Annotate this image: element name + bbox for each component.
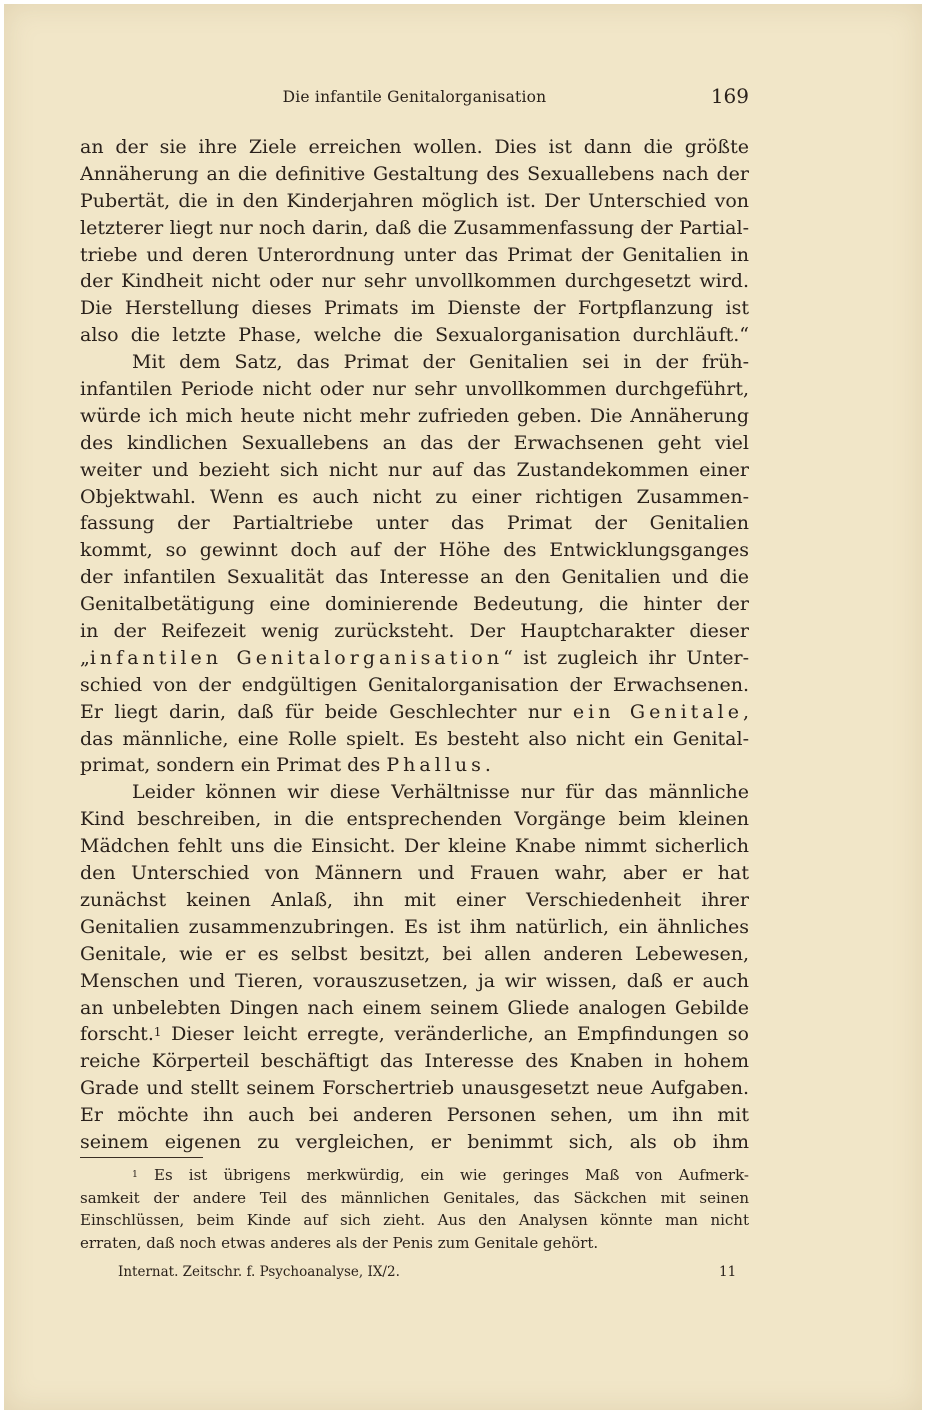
line-remainder: , [742, 700, 749, 723]
text-line: den Unterschied von Männern und Frauen wahr, aber er hat [80, 862, 749, 885]
text-line: Grade und stellt seinem Forschertrieb unausgesetzt neue Aufgaben. [80, 1077, 749, 1100]
text-line: triebe und deren Unterordnung unter das Primat der Genitalien in [80, 243, 749, 266]
text-line [80, 645, 749, 672]
footnote-rule [80, 1157, 203, 1158]
line-start: forscht. [80, 1023, 154, 1046]
text-line: Er möchte ihn auch bei anderen Personen sehen, um ihn mit [80, 1104, 749, 1127]
body-text [80, 134, 749, 1156]
text-line: Kind beschreiben, in die entsprechenden Vorgänge beim kleinen [80, 808, 749, 831]
footnote-line: samkeit der andere Teil des männlichen Genitales, das Säckchen mit seinen [80, 1188, 749, 1207]
text-line: in der Reifezeit wenig zurücksteht. Der Hauptcharakter dieser [80, 620, 749, 643]
text-line: Annäherung an die definitive Gestaltung des Sexuallebens nach der [80, 162, 749, 185]
footnote [80, 1164, 749, 1254]
text-line: weiter und bezieht sich nicht nur auf das Zustandekommen einer [80, 458, 749, 481]
opening-quote: „ [80, 646, 90, 669]
spaced-term-infantile-genitalorganisation: infantilen Genitalorganisation [89, 646, 504, 669]
text-line: letzterer liegt nur noch darin, daß die Zusammenfassung der Partial- [80, 216, 749, 239]
text-line: infantilen Periode nicht oder nur sehr unvollkommen durchgeführt, [80, 378, 749, 401]
footnote-marker: 1 [132, 1168, 138, 1180]
line-remainder: Dieser leicht erregte, veränderliche, an Empfindungen so [161, 1023, 749, 1046]
text-line: Die Herstellung dieses Primats im Dienste der Fortpflanzung ist [80, 297, 749, 320]
text-line: Genitale, wie er es selbst besitzt, bei allen anderen Lebewesen, [80, 942, 749, 965]
page-number: 169 [710, 84, 749, 108]
spaced-term-ein-genitale: ein Genitale [572, 700, 743, 723]
text-line: Genitalien zusammenzubringen. Es ist ihm natürlich, ein ähnliches [80, 915, 749, 938]
text-line: Pubertät, die in den Kinderjahren möglich ist. Der Unterschied von [80, 189, 749, 212]
text-line: der Kindheit nicht oder nur sehr unvollkommen durchgesetzt wird. [80, 270, 749, 293]
text-line: schied von der endgültigen Genitalorganisation der Erwachsenen. [80, 673, 749, 696]
text-line: zunächst keinen Anlaß, ihn mit einer Verschiedenheit ihrer [80, 888, 749, 911]
footnote-reference: 1 [153, 1025, 162, 1040]
text-line: der infantilen Sexualität das Interesse an den Genitalien und die [80, 566, 749, 589]
text-line: fassung der Partialtriebe unter das Primat der Genitalien [80, 512, 749, 535]
spaced-term-phallus: Phallus [386, 754, 485, 777]
text-line: kommt, so gewinnt doch auf der Höhe des Entwicklungsganges [80, 539, 749, 562]
text-line: also die letzte Phase, welche die Sexualorganisation durchläuft.“ [80, 324, 749, 347]
line-remainder: “ ist zugleich ihr Unter- [503, 646, 749, 669]
footnote-line [80, 1164, 749, 1187]
text-line: würde ich mich heute nicht mehr zufrieden geben. Die Annäherung [80, 404, 749, 427]
text-line [80, 1021, 749, 1048]
text-line: Genitalbetätigung eine dominierende Bedeutung, die hinter der [80, 593, 749, 616]
running-header [80, 84, 749, 114]
text-line: Mit dem Satz, das Primat der Genitalien sei in der früh- [132, 351, 749, 374]
text-line: des kindlichen Sexuallebens an das der Erwachsenen geht viel [80, 431, 749, 454]
line-start: Er liegt darin, daß für beide Geschlechter nur [80, 700, 573, 723]
text-line: seinem eigenen zu vergleichen, er benimmt sich, als ob ihm [80, 1130, 749, 1153]
text-line: reiche Körperteil beschäftigt das Interesse des Knaben in hohem [80, 1050, 749, 1073]
text-line: an der sie ihre Ziele erreichen wollen. Dies ist dann die größte [80, 136, 749, 158]
footnote-line: Einschlüssen, beim Kinde auf sich zieht. Aus den Analysen könnte man nicht [80, 1211, 749, 1229]
running-title: Die infantile Genitalorganisation [282, 88, 547, 106]
text-line: an unbelebten Dingen nach einem seinem Gliede analogen Gebilde [80, 996, 749, 1019]
text-line: das männliche, eine Rolle spielt. Es besteht also nicht ein Genital- [80, 727, 749, 750]
text-line [80, 699, 749, 726]
text-line [80, 752, 749, 779]
journal-signature: Internat. Zeitschr. f. Psychoanalyse, IX/2. [118, 1264, 400, 1280]
footnote-text: Es ist übrigens merkwürdig, ein wie geringes Maß von Aufmerk- [137, 1166, 749, 1184]
signature-mark: 11 [719, 1264, 737, 1280]
line-start: primat, sondern ein Primat des [80, 754, 387, 777]
text-line: Objektwahl. Wenn es auch nicht zu einer richtigen Zusammen- [80, 485, 749, 508]
line-remainder: . [484, 754, 491, 777]
footnote-line: erraten, daß noch etwas anderes als der Penis zum Genitale gehört. [80, 1233, 599, 1252]
text-line: Mädchen fehlt uns die Einsicht. Der kleine Knabe nimmt sicherlich [80, 835, 749, 858]
text-line: Menschen und Tieren, vorauszusetzen, ja wir wissen, daß er auch [80, 969, 749, 992]
text-line: Leider können wir diese Verhältnisse nur für das männliche [132, 781, 749, 804]
